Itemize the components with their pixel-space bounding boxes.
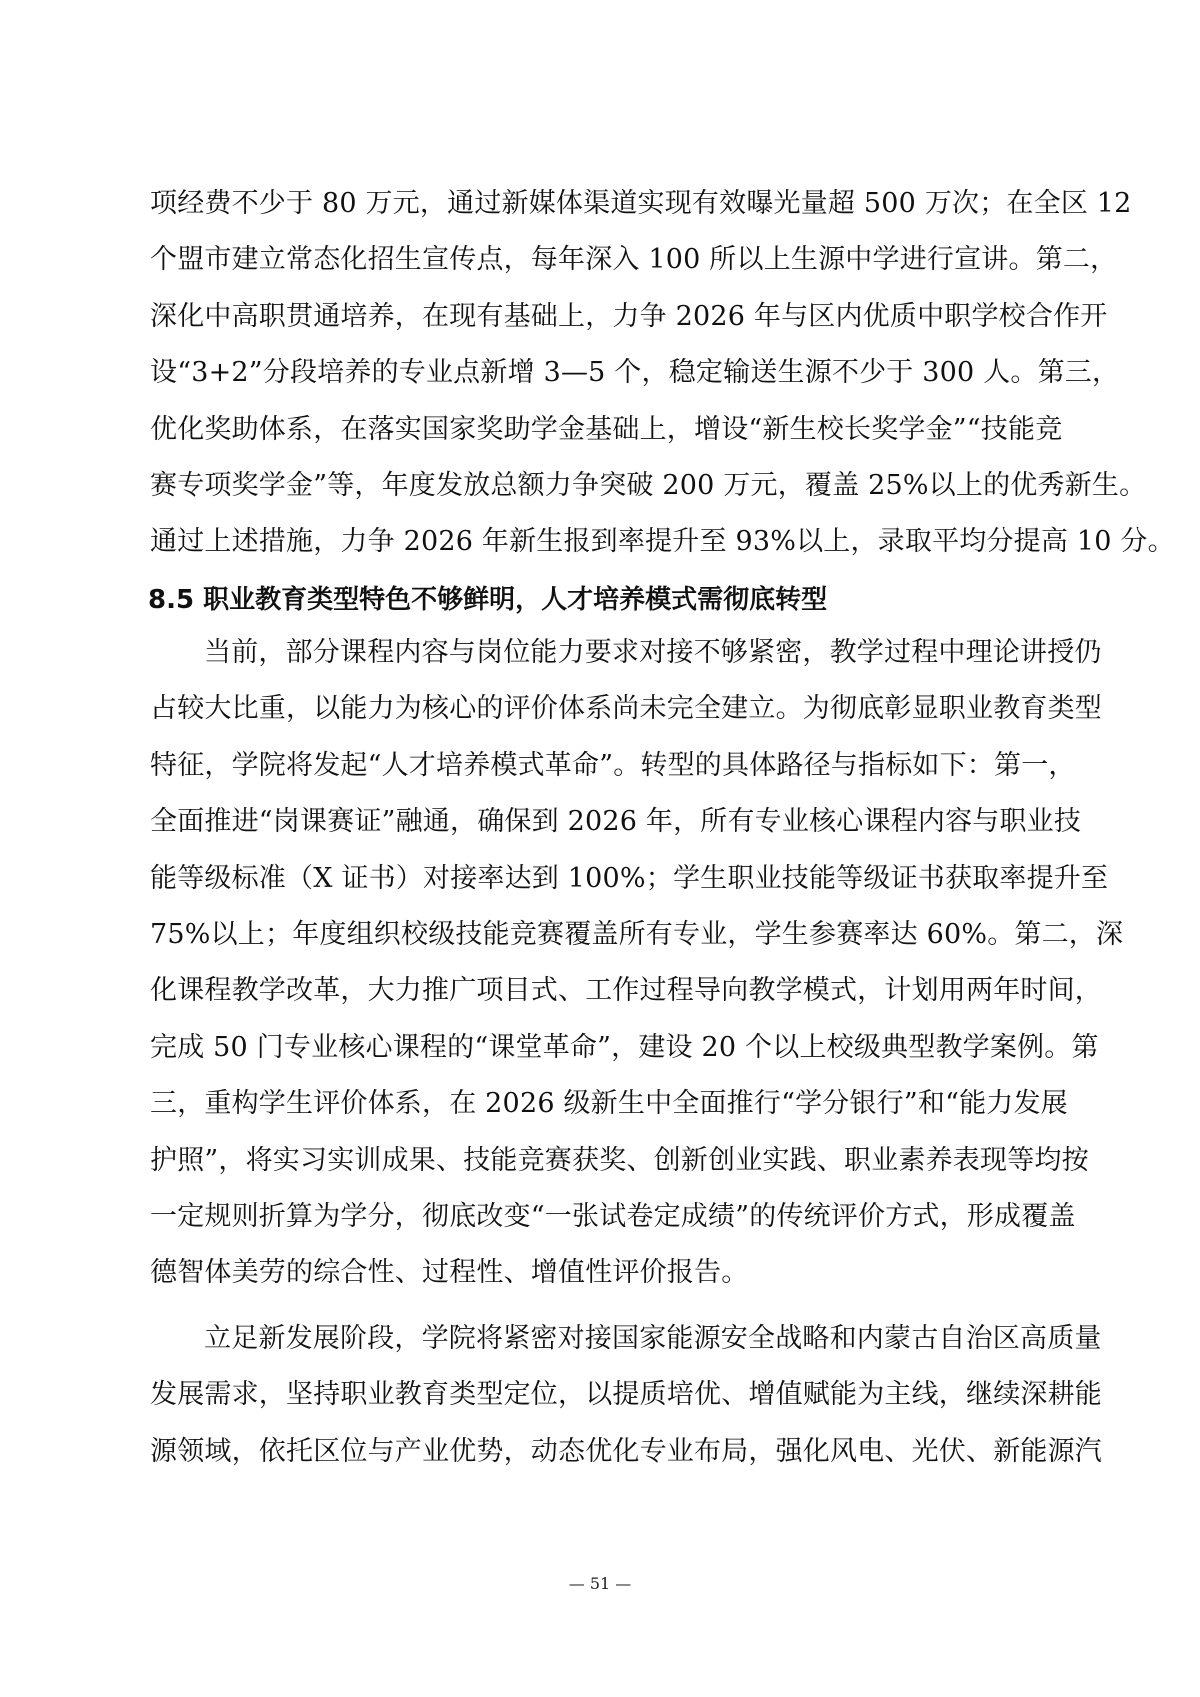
text-line: 75%以上；年度组织校级技能竞赛覆盖所有专业，学生参赛率达 60%。第二，深 — [150, 919, 1124, 951]
text-line: 源领域，依托区位与产业优势，动态优化专业布局，强化风电、光伏、新能源汽 — [150, 1435, 1102, 1467]
text-line: 深化中高职贯通培养，在现有基础上，力争 2026 年与区内优质中职学校合作开 — [150, 300, 1108, 332]
text-line: 特征，学院将发起“人才培养模式革命”。转型的具体路径与指标如下：第一， — [150, 749, 1076, 781]
text-line: 发展需求，坚持职业教育类型定位，以提质培优、增值赋能为主线，继续深耕能 — [150, 1379, 1102, 1411]
text-line: 能等级标准（X 证书）对接率达到 100%；学生职业技能等级证书获取率提升至 — [150, 862, 1109, 894]
text-line: 三，重构学生评价体系，在 2026 级新生中全面推行“学分银行”和“能力发展 — [150, 1088, 1068, 1120]
text-line: 项经费不少于 80 万元，通过新媒体渠道实现有效曝光量超 500 万次；在全区 12 — [150, 188, 1132, 219]
text-line: 占较大比重，以能力为核心的评价体系尚未完全建立。为彻底彰显职业教育类型 — [150, 693, 1102, 725]
paragraph-continued — [150, 176, 1175, 571]
page-number: — 51 — — [568, 1574, 632, 1593]
text-line: 一定规则折算为学分，彻底改变“一张试卷定成绩”的传统评价方式，形成覆盖 — [150, 1201, 1076, 1233]
text-line: 德智体美劳的综合性、过程性、增值性评价报告。 — [150, 1257, 749, 1289]
text-line: 个盟市建立常态化招生宣传点，每年深入 100 所以上生源中学进行宣讲。第二， — [150, 244, 1118, 276]
text-line: 优化奖助体系，在落实国家奖助学金基础上，增设“新生校长奖学金”“技能竞 — [150, 413, 1063, 445]
section-heading: 8.5 职业教育类型特色不够鲜明，人才培养模式需彻底转型 — [148, 585, 828, 615]
text-line: 化课程教学改革，大力推广项目式、工作过程导向教学模式，计划用两年时间， — [150, 975, 1102, 1007]
text-line: 通过上述措施，力争 2026 年新生报到率提升至 93%以上，录取平均分提高 10 分。 — [150, 526, 1175, 558]
text-line: 设“3+2”分段培养的专业点新增 3—5 个，稳定输送生源不少于 300 人。第三， — [150, 357, 1120, 389]
text-line: 赛专项奖学金”等，年度发放总额力争突破 200 万元，覆盖 25%以上的优秀新生。 — [150, 470, 1147, 502]
text-line: 护照”，将实习实训成果、技能竞赛获奖、创新创业实践、职业素养表现等均按 — [150, 1144, 1089, 1176]
paragraph-section — [150, 625, 1124, 1302]
text-line: 完成 50 门专业核心课程的“课堂革命”，建设 20 个以上校级典型教学案例。第 — [150, 1031, 1099, 1063]
paragraph-conclusion — [150, 1311, 1102, 1480]
text-line: 当前，部分课程内容与岗位能力要求对接不够紧密，教学过程中理论讲授仍 — [204, 637, 1102, 668]
text-line: 立足新发展阶段，学院将紧密对接国家能源安全战略和内蒙古自治区高质量 — [204, 1323, 1102, 1354]
text-line: 全面推进“岗课赛证”融通，确保到 2026 年，所有专业核心课程内容与职业技 — [150, 806, 1082, 838]
